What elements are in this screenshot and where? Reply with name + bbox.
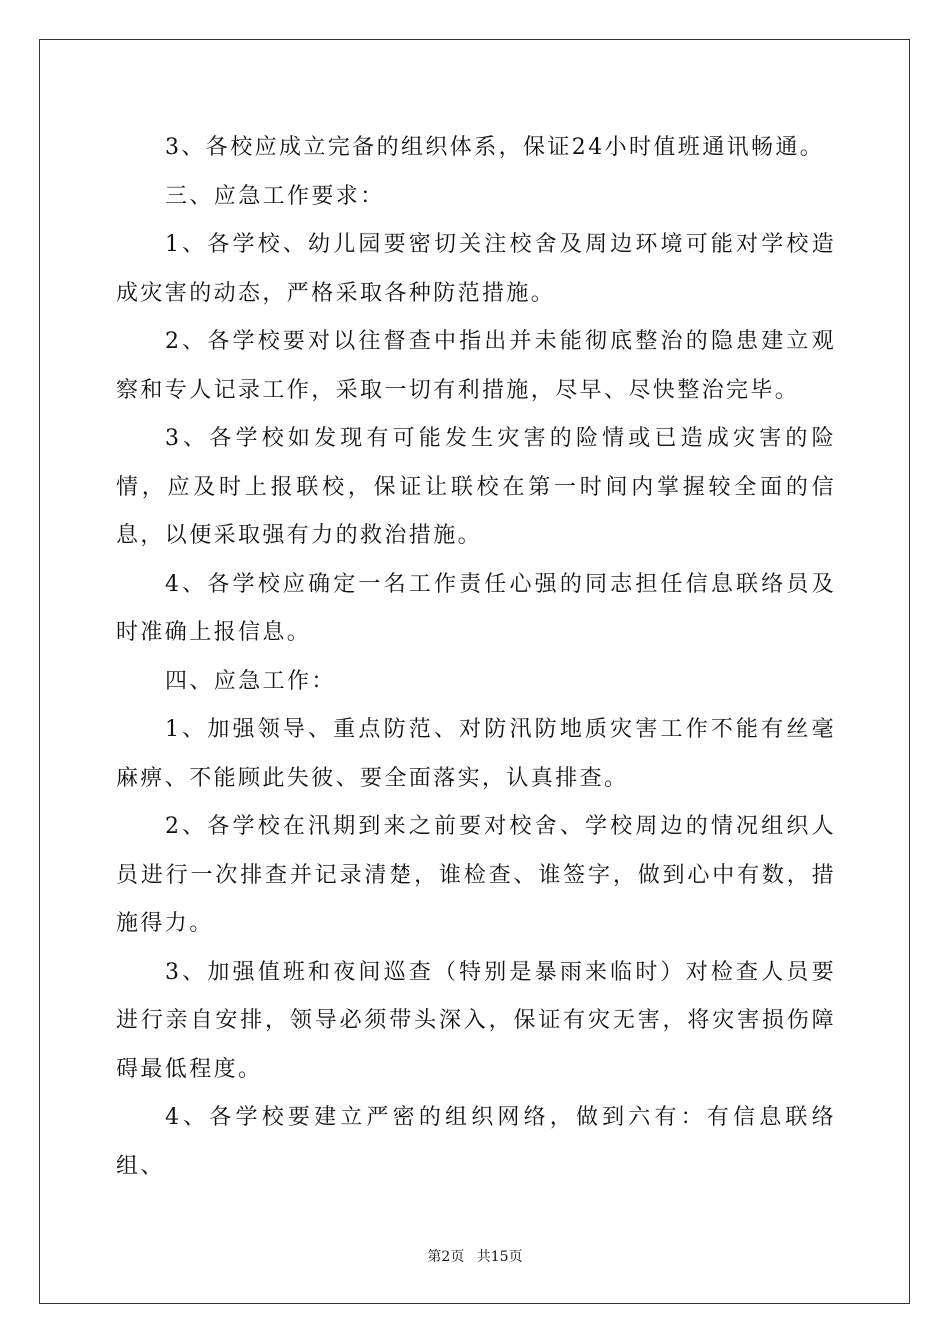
section-heading-3: 三、应急工作要求：: [165, 183, 385, 209]
section-heading-4: 四、应急工作：: [165, 668, 336, 694]
document-body: [116, 124, 836, 1191]
paragraph-5: 4、各学校应确定一名工作责任心强的同志担任信息联络员及时准确上报信息。: [116, 571, 836, 645]
paragraph-9: 4、各学校要建立严密的组织网络，做到六有：有信息联络组、: [116, 1105, 836, 1179]
paragraph-7: 2、各学校在汛期到来之前要对校舍、学校周边的情况组织人员进行一次排查并记录清楚，谁检查、谁签字，做到心中有数，措施得力。: [116, 814, 836, 936]
paragraph-1: 3、各校应成立完备的组织体系，保证24小时值班通讯畅通。: [165, 135, 825, 160]
paragraph-8: 3、加强值班和夜间巡查（特别是暴雨来临时）对检查人员要进行亲自安排，领导必须带头深入，保证有灾无害，将灾害损伤障碍最低程度。: [116, 959, 836, 1082]
page-number-footer: 第2页 共15页: [427, 1249, 523, 1265]
paragraph-3: 2、各学校要对以往督查中指出并未能彻底整治的隐患建立观察和专人记录工作，采取一切有利措施，尽早、尽快整治完毕。: [116, 329, 836, 403]
paragraph-2: 1、各学校、幼儿园要密切关注校舍及周边环境可能对学校造成灾害的动态，严格采取各种防范措施。: [116, 232, 836, 306]
paragraph-6: 1、加强领导、重点防范、对防汛防地质灾害工作不能有丝毫麻痹、不能顾此失彼、要全面落实，认真排查。: [116, 717, 836, 791]
paragraph-4: 3、各学校如发现有可能发生灾害的险情或已造成灾害的险情，应及时上报联校，保证让联校在第一时间内掌握较全面的信息，以便采取强有力的救治措施。: [116, 426, 836, 548]
